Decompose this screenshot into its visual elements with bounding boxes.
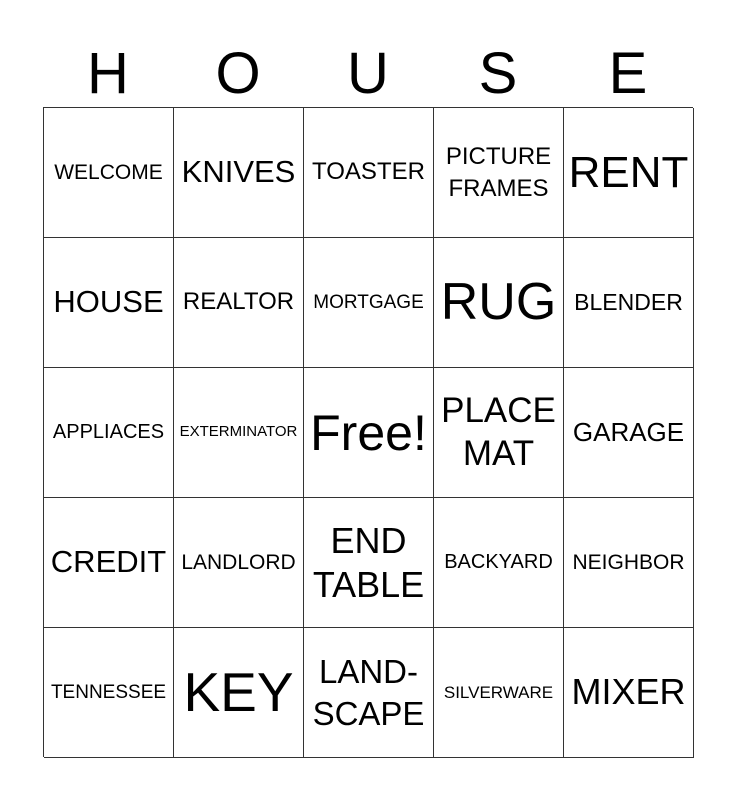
bingo-cell[interactable] [44,238,174,368]
cell-label: HOUSE [53,284,164,320]
cell-label: RUG [440,273,557,332]
bingo-cell[interactable] [304,498,434,628]
cell-label: GARAGE [572,416,685,447]
cell-label: EXTERMINATOR [179,423,298,441]
bingo-cell[interactable] [44,498,174,628]
bingo-cell[interactable] [434,368,564,498]
cell-label: APPLIACES [52,421,165,444]
bingo-cell[interactable] [174,368,304,498]
bingo-cell[interactable] [564,628,694,758]
bingo-cell[interactable] [44,108,174,238]
bingo-cell[interactable] [564,368,694,498]
bingo-cell[interactable] [564,498,694,628]
cell-label: LANDLORD [181,550,296,574]
cell-label: END TABLE [312,519,425,605]
cell-label: MORTGAGE [313,291,424,313]
header-letter-u: U [347,41,389,106]
bingo-cell[interactable] [174,108,304,238]
cell-label: MIXER [571,671,686,713]
bingo-cell[interactable] [434,498,564,628]
cell-label: KEY [183,660,294,723]
header-letter-o: O [215,41,261,106]
bingo-cell[interactable] [44,628,174,758]
cell-label: RENT [568,147,689,197]
cell-label: PICTURE FRAMES [445,143,552,202]
header-letter-e: E [608,41,648,106]
bingo-cell[interactable] [564,238,694,368]
cell-label: LAND- SCAPE [312,653,425,732]
cell-label: KNIVES [181,154,296,190]
bingo-cell[interactable] [434,108,564,238]
bingo-cell[interactable] [174,238,304,368]
cell-label: CREDIT [50,544,167,580]
cell-label: TOASTER [312,158,425,186]
bingo-header [43,40,693,108]
cell-label: PLACE MAT [441,390,556,473]
cell-label: TENNESSEE [50,681,167,703]
header-letter-s: S [478,41,518,106]
bingo-cell[interactable] [434,628,564,758]
bingo-cell[interactable] [304,628,434,758]
free-space-cell[interactable] [304,368,434,498]
cell-label: BACKYARD [444,551,553,574]
bingo-cell[interactable] [564,108,694,238]
cell-label: WELCOME [54,160,163,184]
bingo-cell[interactable] [304,108,434,238]
cell-label: REALTOR [182,288,295,316]
bingo-board [43,107,693,757]
bingo-cell[interactable] [44,368,174,498]
cell-label: NEIGHBOR [572,550,685,574]
header-letter-h: H [87,41,129,106]
cell-label: BLENDER [574,288,683,315]
bingo-cell[interactable] [434,238,564,368]
bingo-cell[interactable] [174,498,304,628]
bingo-cell[interactable] [304,238,434,368]
free-space-label: Free! [310,404,427,461]
bingo-cell[interactable] [174,628,304,758]
cell-label: SILVERWARE [443,682,554,702]
